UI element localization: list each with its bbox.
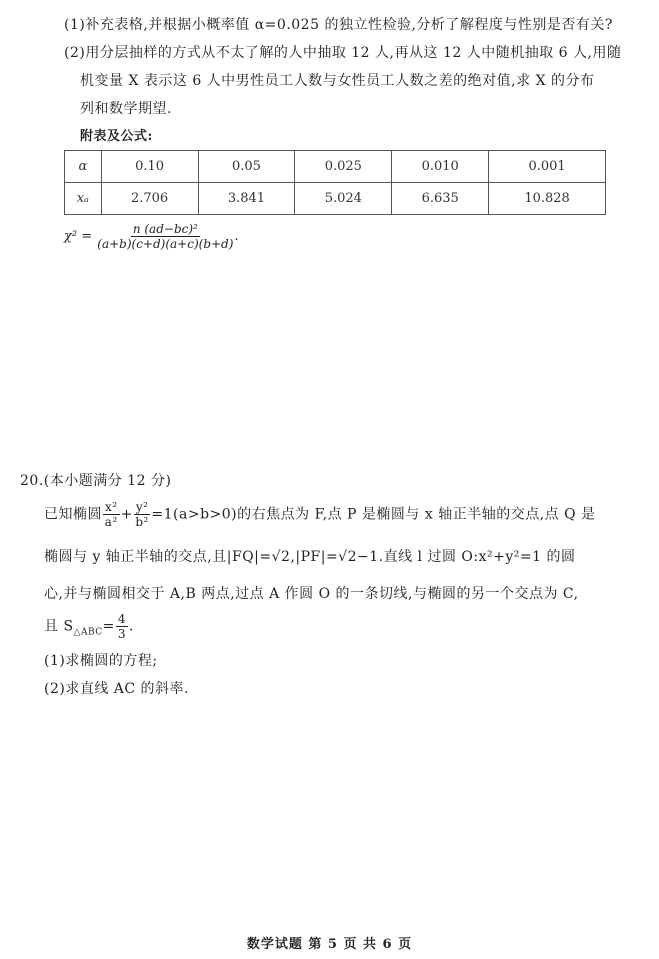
frac-numerator: y² bbox=[135, 500, 149, 514]
area-subscript: △ABC bbox=[73, 627, 103, 638]
line-tail: . bbox=[129, 618, 134, 635]
table-cell: 2.706 bbox=[101, 183, 198, 215]
page-footer: 数学试题 第 5 页 共 6 页 bbox=[246, 937, 413, 952]
table-cell: 6.635 bbox=[392, 183, 489, 215]
q20-part1: (1)求椭圆的方程; bbox=[44, 653, 158, 669]
table-cell: 3.841 bbox=[198, 183, 295, 215]
table-cell: 0.05 bbox=[198, 151, 295, 183]
frac-denominator: a² bbox=[104, 515, 118, 529]
critical-value-table bbox=[64, 150, 606, 215]
table-cell: 0.010 bbox=[392, 151, 489, 183]
formula-fraction bbox=[97, 222, 233, 251]
table-cell: 10.828 bbox=[489, 183, 606, 215]
plus-sign: + bbox=[120, 506, 133, 523]
appendix-label: 附表及公式: bbox=[80, 129, 153, 144]
y-fraction bbox=[134, 500, 151, 529]
chi-square-formula bbox=[64, 222, 239, 251]
formula-denominator: (a+b)(c+d)(a+c)(b+d) bbox=[97, 237, 234, 251]
frac-denominator: 3 bbox=[117, 627, 127, 641]
q20-line4 bbox=[44, 612, 134, 641]
formula-numerator: n (ad−bc)² bbox=[132, 222, 198, 236]
x-fraction bbox=[103, 500, 120, 529]
table-cell: α bbox=[65, 151, 102, 183]
formula-tail: . bbox=[234, 229, 239, 244]
q19-part2-line2: 机变量 X 表示这 6 人中男性员工人数与女性员工人数之差的绝对值,求 X 的分布 bbox=[80, 73, 595, 89]
table-row bbox=[65, 183, 606, 215]
table-cell: 0.001 bbox=[489, 151, 606, 183]
table-cell: 5.024 bbox=[295, 183, 392, 215]
q20-line1-suffix: =1(a>b>0)的右焦点为 F,点 P 是椭圆与 x 轴正半轴的交点,点 Q 是 bbox=[151, 506, 596, 523]
q20-header: 20.(本小题满分 12 分) bbox=[20, 473, 172, 489]
table-row bbox=[65, 151, 606, 183]
q19-part1: (1)补充表格,并根据小概率值 α=0.025 的独立性检验,分析了解程度与性别是否有关? bbox=[64, 17, 613, 33]
equals-sign: = bbox=[102, 618, 115, 635]
q19-part2-line1: (2)用分层抽样的方式从不太了解的人中抽取 12 人,再从这 12 人中随机抽取 6 人,用随 bbox=[64, 45, 622, 61]
table-cell: xₐ bbox=[65, 183, 102, 215]
q20-line1-prefix: 已知椭圆 bbox=[44, 506, 102, 523]
q20-line3: 心,并与椭圆相交于 A,B 两点,过点 A 作圆 O 的一条切线,与椭圆的另一个交点为 C, bbox=[44, 586, 579, 602]
area-fraction bbox=[116, 612, 128, 641]
q20-line2: 椭圆与 y 轴正半轴的交点,且|FQ|=√2,|PF|=√2−1.直线 l 过圆 O:x²+y²=1 的圆 bbox=[44, 549, 576, 565]
frac-numerator: x² bbox=[105, 500, 118, 514]
q20-part2: (2)求直线 AC 的斜率. bbox=[44, 681, 190, 697]
q19-part2-line3: 列和数学期望. bbox=[80, 101, 172, 117]
table-cell: 0.10 bbox=[101, 151, 198, 183]
table-cell: 0.025 bbox=[295, 151, 392, 183]
q20-line1 bbox=[44, 500, 596, 529]
area-label: 且 S bbox=[44, 618, 74, 635]
frac-denominator: b² bbox=[135, 515, 149, 529]
formula-lhs: χ² = bbox=[64, 229, 93, 244]
frac-numerator: 4 bbox=[117, 612, 127, 626]
